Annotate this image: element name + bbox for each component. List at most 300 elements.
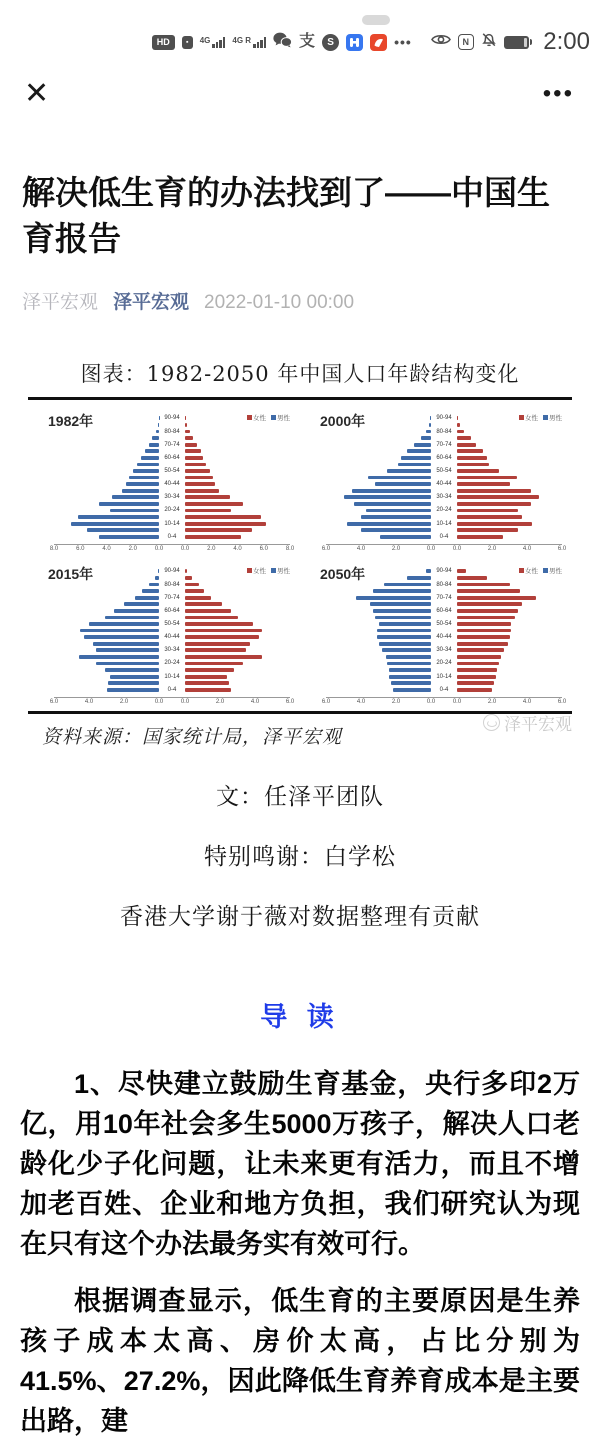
article-body bbox=[20, 1064, 580, 1441]
paragraph: 根据调查显示，低生育的主要原因是生养孩子成本太高、房价太高，占比分别为41.5%、27.2%，因此降低生育养育成本是主要出路，建 bbox=[20, 1281, 580, 1441]
pyramid-row bbox=[326, 594, 562, 601]
pyramid-row bbox=[54, 686, 290, 693]
bar-female bbox=[185, 430, 190, 434]
bar-female bbox=[185, 416, 186, 420]
bar-male bbox=[71, 522, 159, 526]
pyramid-row bbox=[326, 468, 562, 475]
pyramid-row bbox=[326, 621, 562, 628]
age-label: 0-4 bbox=[159, 534, 185, 540]
age-label: 80-84 bbox=[159, 429, 185, 435]
bar-female bbox=[185, 528, 252, 532]
more-apps-icon: ••• bbox=[394, 34, 412, 50]
bar-male bbox=[375, 482, 431, 486]
pyramid-row bbox=[326, 474, 562, 481]
bar-female bbox=[185, 668, 234, 672]
bar-male bbox=[149, 443, 160, 447]
bar-male bbox=[368, 476, 431, 480]
bar-female bbox=[457, 463, 489, 467]
bar-female bbox=[185, 476, 213, 480]
bar-male bbox=[133, 469, 159, 473]
bar-female bbox=[185, 635, 259, 639]
close-icon[interactable]: ✕ bbox=[24, 79, 49, 109]
pyramid-title: 1982年 bbox=[48, 411, 93, 431]
eye-comfort-icon bbox=[431, 33, 451, 51]
axis-tick: 6.0 bbox=[322, 699, 330, 705]
age-label: 0-4 bbox=[159, 687, 185, 693]
age-label: 30-34 bbox=[431, 647, 457, 653]
bar-female bbox=[457, 629, 511, 633]
pyramid-row bbox=[326, 614, 562, 621]
camera-cutout bbox=[362, 15, 390, 25]
bar-female bbox=[185, 569, 187, 573]
pyramid-row bbox=[326, 588, 562, 595]
axis-tick: 0.0 bbox=[181, 546, 189, 552]
bar-female bbox=[185, 515, 261, 519]
pyramid-row bbox=[54, 667, 290, 674]
more-menu-icon[interactable]: ••• bbox=[543, 89, 574, 99]
bar-female bbox=[457, 476, 517, 480]
bar-male bbox=[356, 596, 431, 600]
pyramid-row bbox=[326, 520, 562, 527]
pyramid-plot bbox=[326, 415, 562, 540]
bar-female bbox=[185, 622, 253, 626]
age-label: 20-24 bbox=[159, 507, 185, 513]
bar-female bbox=[457, 502, 531, 506]
publish-time: 2022-01-10 00:00 bbox=[204, 292, 354, 314]
age-label: 60-64 bbox=[431, 455, 457, 461]
bar-male bbox=[105, 668, 159, 672]
age-label: 80-84 bbox=[431, 582, 457, 588]
bar-female bbox=[185, 482, 215, 486]
bar-male bbox=[393, 688, 432, 692]
bar-male bbox=[135, 596, 160, 600]
bar-female bbox=[457, 655, 501, 659]
axis-tick: 4.0 bbox=[102, 546, 110, 552]
pyramid-row bbox=[326, 487, 562, 494]
age-label: 70-74 bbox=[431, 595, 457, 601]
bar-male bbox=[384, 583, 431, 587]
pyramid-row bbox=[326, 680, 562, 687]
axis-tick: 6.0 bbox=[260, 546, 268, 552]
age-label: 40-44 bbox=[159, 481, 185, 487]
bar-male bbox=[352, 489, 431, 493]
bar-female bbox=[457, 681, 494, 685]
bar-female bbox=[457, 662, 499, 666]
pyramid-row bbox=[54, 533, 290, 540]
pyramid-row bbox=[54, 594, 290, 601]
bar-male bbox=[379, 622, 432, 626]
age-label: 90-94 bbox=[431, 415, 457, 421]
bar-male bbox=[126, 482, 159, 486]
bar-male bbox=[158, 423, 159, 427]
status-bar bbox=[0, 0, 600, 62]
pyramid-row bbox=[326, 481, 562, 488]
pyramid-row bbox=[326, 640, 562, 647]
axis-tick: 8.0 bbox=[286, 546, 294, 552]
bar-male bbox=[370, 602, 431, 606]
pyramid-row bbox=[326, 660, 562, 667]
pyramid-row bbox=[54, 608, 290, 615]
pyramid-grid bbox=[28, 400, 572, 711]
bar-male bbox=[387, 469, 431, 473]
bar-male bbox=[429, 423, 431, 427]
bar-female bbox=[185, 443, 197, 447]
pyramid-row bbox=[54, 654, 290, 661]
bar-female bbox=[457, 675, 496, 679]
bar-female bbox=[185, 589, 204, 593]
bar-female bbox=[457, 583, 510, 587]
bar-male bbox=[141, 456, 159, 460]
pyramid-row bbox=[326, 455, 562, 462]
bar-female bbox=[457, 515, 522, 519]
bar-male bbox=[79, 655, 159, 659]
pyramid-plot bbox=[326, 568, 562, 693]
bar-female bbox=[185, 662, 243, 666]
bar-female bbox=[185, 681, 229, 685]
bar-female bbox=[457, 576, 487, 580]
pyramid-row bbox=[54, 487, 290, 494]
age-label: 30-34 bbox=[431, 494, 457, 500]
bar-female bbox=[457, 436, 471, 440]
bar-female bbox=[185, 489, 219, 493]
bar-male bbox=[142, 589, 159, 593]
age-label: 30-34 bbox=[159, 494, 185, 500]
app-blue-icon bbox=[346, 34, 363, 51]
bar-female bbox=[457, 602, 522, 606]
bar-male bbox=[389, 668, 431, 672]
pyramid-row bbox=[326, 647, 562, 654]
axis-tick: 6.0 bbox=[558, 699, 566, 705]
bar-female bbox=[185, 469, 210, 473]
bar-female bbox=[457, 423, 460, 427]
bar-female bbox=[457, 616, 515, 620]
bar-male bbox=[124, 602, 159, 606]
bar-female bbox=[185, 629, 262, 633]
bar-female bbox=[457, 648, 504, 652]
hd-icon: HD bbox=[152, 35, 175, 50]
age-label: 60-64 bbox=[431, 608, 457, 614]
axis-tick: 2.0 bbox=[120, 699, 128, 705]
pyramid-row bbox=[54, 601, 290, 608]
wechat-icon bbox=[273, 32, 292, 53]
age-label: 20-24 bbox=[431, 660, 457, 666]
bar-male bbox=[373, 609, 431, 613]
pyramid-row bbox=[54, 527, 290, 534]
pyramid-1982 bbox=[28, 403, 300, 556]
age-label: 0-4 bbox=[431, 687, 457, 693]
pyramid-row bbox=[326, 435, 562, 442]
pyramid-row bbox=[326, 441, 562, 448]
legend-item: 女性 bbox=[247, 566, 266, 575]
pyramid-row bbox=[326, 608, 562, 615]
age-label: 90-94 bbox=[159, 415, 185, 421]
axis-tick: 6.0 bbox=[76, 546, 84, 552]
bar-female bbox=[457, 522, 532, 526]
axis-tick: 4.0 bbox=[233, 546, 241, 552]
pyramid-2050 bbox=[300, 556, 572, 709]
bar-female bbox=[185, 535, 241, 539]
bar-male bbox=[93, 642, 160, 646]
bar-female bbox=[185, 642, 250, 646]
bar-male bbox=[366, 509, 431, 513]
pyramid-row bbox=[54, 634, 290, 641]
bar-male bbox=[373, 589, 431, 593]
axis-tick: 6.0 bbox=[50, 699, 58, 705]
bar-male bbox=[155, 576, 159, 580]
axis-tick: 2.0 bbox=[392, 546, 400, 552]
bar-female bbox=[185, 616, 238, 620]
alipay-icon: 支 bbox=[299, 34, 315, 50]
bar-male bbox=[137, 463, 159, 467]
age-label: 0-4 bbox=[431, 534, 457, 540]
bar-male bbox=[145, 449, 159, 453]
age-label: 70-74 bbox=[159, 595, 185, 601]
bar-male bbox=[107, 688, 160, 692]
credit-author-line: 文：任泽平团队 bbox=[0, 778, 600, 811]
figure-title: 图表：1982-2050 年中国人口年龄结构变化 bbox=[28, 358, 572, 397]
axis-tick: 8.0 bbox=[50, 546, 58, 552]
age-label: 40-44 bbox=[431, 481, 457, 487]
sim-icon: ▪ bbox=[182, 36, 193, 49]
bar-female bbox=[185, 449, 201, 453]
pyramid-row bbox=[326, 673, 562, 680]
age-label: 70-74 bbox=[431, 442, 457, 448]
pyramid-row bbox=[54, 520, 290, 527]
bar-female bbox=[457, 430, 464, 434]
bar-female bbox=[185, 456, 203, 460]
mute-icon bbox=[481, 32, 497, 53]
pyramid-row bbox=[326, 494, 562, 501]
axis-tick: 0.0 bbox=[155, 546, 163, 552]
bar-female bbox=[185, 522, 266, 526]
pyramid-row bbox=[54, 415, 290, 422]
axis-tick: 2.0 bbox=[392, 699, 400, 705]
figure-image[interactable] bbox=[28, 358, 572, 751]
credits-block bbox=[0, 778, 600, 931]
age-label: 10-14 bbox=[159, 674, 185, 680]
bar-female bbox=[457, 589, 520, 593]
pyramid-row bbox=[54, 588, 290, 595]
bar-female bbox=[457, 509, 518, 513]
bar-female bbox=[185, 675, 227, 679]
pyramid-row bbox=[326, 533, 562, 540]
bar-female bbox=[185, 463, 206, 467]
axis-tick: 4.0 bbox=[523, 546, 531, 552]
bar-male bbox=[386, 655, 432, 659]
axis-tick: 4.0 bbox=[357, 546, 365, 552]
pyramid-axis bbox=[54, 544, 290, 553]
pyramid-row bbox=[326, 601, 562, 608]
axis-tick: 2.0 bbox=[216, 699, 224, 705]
bar-male bbox=[354, 502, 431, 506]
axis-tick: 0.0 bbox=[181, 699, 189, 705]
age-label: 60-64 bbox=[159, 608, 185, 614]
pyramid-row bbox=[326, 634, 562, 641]
pyramid-axis bbox=[326, 697, 562, 706]
watermark-text: 泽平宏观 bbox=[504, 710, 572, 735]
axis-tick: 6.0 bbox=[322, 546, 330, 552]
bar-female bbox=[457, 635, 510, 639]
age-label: 10-14 bbox=[431, 674, 457, 680]
pyramid-row bbox=[54, 575, 290, 582]
bar-male bbox=[108, 681, 159, 685]
pyramid-row bbox=[326, 461, 562, 468]
watermark bbox=[483, 710, 572, 735]
pyramid-title: 2000年 bbox=[320, 411, 365, 431]
bar-female bbox=[185, 576, 192, 580]
bar-female bbox=[457, 596, 536, 600]
bar-female bbox=[457, 449, 483, 453]
bar-male bbox=[96, 648, 159, 652]
bar-male bbox=[382, 648, 431, 652]
pyramid-row bbox=[54, 435, 290, 442]
bar-female bbox=[185, 602, 222, 606]
pyramid-row bbox=[54, 461, 290, 468]
signal-4g-icon: 4G bbox=[200, 37, 226, 48]
pyramid-row bbox=[54, 448, 290, 455]
pyramid-axis bbox=[54, 697, 290, 706]
pyramid-row bbox=[54, 647, 290, 654]
app-orange-icon bbox=[370, 34, 387, 51]
bar-male bbox=[375, 616, 431, 620]
bar-male bbox=[391, 681, 431, 685]
pyramid-row bbox=[54, 660, 290, 667]
age-label: 80-84 bbox=[159, 582, 185, 588]
axis-tick: 0.0 bbox=[453, 699, 461, 705]
axis-tick: 6.0 bbox=[558, 546, 566, 552]
pyramid-row bbox=[54, 581, 290, 588]
age-label: 90-94 bbox=[431, 568, 457, 574]
bar-female bbox=[185, 596, 211, 600]
age-label: 70-74 bbox=[159, 442, 185, 448]
pyramid-row bbox=[326, 448, 562, 455]
pyramid-row bbox=[54, 507, 290, 514]
bar-male bbox=[389, 675, 431, 679]
bar-male bbox=[377, 629, 431, 633]
signal-4g-r-icon: 4G R bbox=[232, 37, 266, 48]
nfc-icon: N bbox=[458, 34, 474, 50]
age-label: 10-14 bbox=[431, 521, 457, 527]
pyramid-row bbox=[326, 415, 562, 422]
bar-male bbox=[87, 528, 159, 532]
bar-female bbox=[457, 609, 518, 613]
bar-female bbox=[457, 622, 511, 626]
legend-item: 男性 bbox=[543, 566, 562, 575]
figure-source: 资料来源：国家统计局，泽平宏观 bbox=[42, 726, 342, 748]
bar-male bbox=[78, 515, 159, 519]
pyramid-row bbox=[54, 614, 290, 621]
pyramid-row bbox=[54, 621, 290, 628]
age-label: 50-54 bbox=[431, 468, 457, 474]
pyramid-row bbox=[54, 673, 290, 680]
bar-male bbox=[105, 616, 159, 620]
legend-item: 男性 bbox=[543, 413, 562, 422]
article-nav bbox=[0, 62, 600, 112]
pyramid-row bbox=[326, 422, 562, 429]
credit-thanks-line: 特别鸣谢：白学松 bbox=[0, 838, 600, 871]
legend-item: 女性 bbox=[247, 413, 266, 422]
bar-male bbox=[379, 642, 432, 646]
axis-tick: 0.0 bbox=[155, 699, 163, 705]
pyramid-row bbox=[54, 428, 290, 435]
bar-female bbox=[457, 688, 492, 692]
bar-male bbox=[99, 535, 159, 539]
pyramid-row bbox=[326, 507, 562, 514]
bar-male bbox=[80, 629, 159, 633]
pyramid-row bbox=[326, 575, 562, 582]
pyramid-row bbox=[54, 494, 290, 501]
pyramid-row bbox=[326, 428, 562, 435]
pyramid-title: 2050年 bbox=[320, 564, 365, 584]
pyramid-row bbox=[54, 627, 290, 634]
age-label: 20-24 bbox=[431, 507, 457, 513]
pyramid-row bbox=[54, 568, 290, 575]
pyramid-row bbox=[54, 455, 290, 462]
pyramid-2015 bbox=[28, 556, 300, 709]
bar-male bbox=[84, 635, 159, 639]
bar-female bbox=[185, 583, 199, 587]
bar-female bbox=[457, 642, 508, 646]
age-label: 30-34 bbox=[159, 647, 185, 653]
bar-male bbox=[110, 675, 159, 679]
bar-male bbox=[344, 495, 432, 499]
bar-female bbox=[457, 535, 503, 539]
legend-item: 男性 bbox=[271, 566, 290, 575]
bar-male bbox=[122, 489, 159, 493]
bar-female bbox=[185, 423, 187, 427]
axis-tick: 2.0 bbox=[129, 546, 137, 552]
pyramid-row bbox=[326, 627, 562, 634]
bar-male bbox=[414, 443, 431, 447]
author-name: 泽平宏观 bbox=[22, 287, 98, 314]
axis-tick: 4.0 bbox=[357, 699, 365, 705]
bar-male bbox=[149, 583, 160, 587]
bar-male bbox=[401, 456, 431, 460]
article-title: 解决低生育的办法找到了——中国生育报告 bbox=[22, 170, 578, 261]
axis-tick: 4.0 bbox=[85, 699, 93, 705]
status-time: 2:00 bbox=[543, 28, 590, 56]
age-label: 90-94 bbox=[159, 568, 185, 574]
watermark-logo-icon bbox=[483, 714, 500, 731]
byline bbox=[22, 287, 578, 314]
axis-tick: 0.0 bbox=[453, 546, 461, 552]
bar-male bbox=[398, 463, 431, 467]
bar-male bbox=[361, 515, 431, 519]
pyramid-row bbox=[326, 501, 562, 508]
pyramid-row bbox=[326, 686, 562, 693]
bar-male bbox=[421, 436, 432, 440]
bar-female bbox=[185, 502, 243, 506]
bar-male bbox=[99, 502, 159, 506]
bar-female bbox=[185, 509, 231, 513]
age-label: 20-24 bbox=[159, 660, 185, 666]
bar-male bbox=[380, 535, 431, 539]
age-label: 50-54 bbox=[431, 621, 457, 627]
axis-tick: 4.0 bbox=[523, 699, 531, 705]
credit-contrib-line: 香港大学谢于薇对数据整理有贡献 bbox=[0, 898, 600, 931]
bar-female bbox=[185, 648, 246, 652]
paragraph: 1、尽快建立鼓励生育基金，央行多印2万亿，用10年社会多生5000万孩子，解决人口老龄化少子化问题，让未来更有活力，而且不增加老百姓、企业和地方负担，我们研究认为现在只有这个办法最务实有效可行。 bbox=[20, 1064, 580, 1264]
bar-female bbox=[457, 416, 458, 420]
bar-male bbox=[89, 622, 159, 626]
legend-item: 女性 bbox=[519, 413, 538, 422]
pyramid-row bbox=[54, 422, 290, 429]
bar-female bbox=[185, 609, 231, 613]
account-link[interactable]: 泽平宏观 bbox=[113, 287, 189, 314]
pyramid-row bbox=[54, 514, 290, 521]
bar-male bbox=[152, 436, 159, 440]
bar-male bbox=[112, 495, 159, 499]
